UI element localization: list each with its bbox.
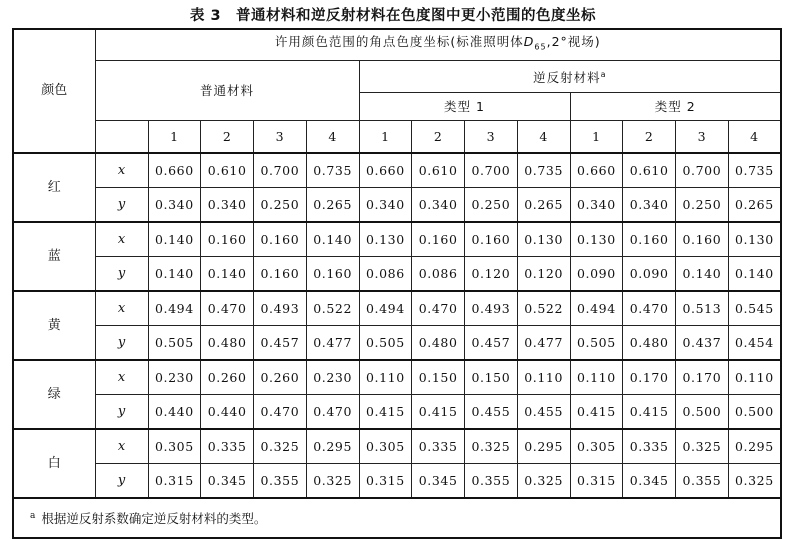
- coordinate-value: 0.522: [306, 291, 359, 326]
- coordinate-value: 0.480: [412, 326, 465, 361]
- point-header: 4: [306, 121, 359, 154]
- point-header: 2: [201, 121, 254, 154]
- coordinate-value: 0.610: [623, 153, 676, 188]
- coordinate-value: 0.315: [359, 464, 412, 499]
- table-row: [13, 360, 781, 395]
- coordinate-value: 0.470: [412, 291, 465, 326]
- coordinate-value: 0.140: [306, 222, 359, 257]
- coordinate-value: 0.470: [201, 291, 254, 326]
- coordinate-value: 0.150: [465, 360, 518, 395]
- coordinate-value: 0.700: [465, 153, 518, 188]
- coordinate-value: 0.150: [412, 360, 465, 395]
- coordinate-value: 0.457: [254, 326, 307, 361]
- point-header: 4: [728, 121, 781, 154]
- color-name: 白: [13, 429, 95, 498]
- coordinate-value: 0.250: [465, 188, 518, 223]
- coordinate-value: 0.700: [676, 153, 729, 188]
- span-header: [95, 29, 781, 61]
- coordinate-value: 0.230: [148, 360, 201, 395]
- coordinate-value: 0.250: [676, 188, 729, 223]
- coordinate-value: 0.494: [570, 291, 623, 326]
- coordinate-value: 0.660: [570, 153, 623, 188]
- coordinate-value: 0.470: [254, 395, 307, 430]
- table-row: [13, 222, 781, 257]
- coordinate-value: 0.415: [623, 395, 676, 430]
- coord-label: x: [95, 222, 148, 257]
- coordinate-value: 0.513: [676, 291, 729, 326]
- coordinate-value: 0.160: [465, 222, 518, 257]
- coordinate-value: 0.325: [517, 464, 570, 499]
- point-header: 1: [148, 121, 201, 154]
- coordinate-value: 0.545: [728, 291, 781, 326]
- coord-label: x: [95, 429, 148, 464]
- table-title: 表 3 普通材料和逆反射材料在色度图中更小范围的色度坐标: [189, 8, 597, 24]
- coord-label: x: [95, 153, 148, 188]
- coordinate-value: 0.455: [517, 395, 570, 430]
- coordinate-value: 0.440: [201, 395, 254, 430]
- point-header: 3: [254, 121, 307, 154]
- coordinate-value: 0.355: [676, 464, 729, 499]
- retro-material-header: [359, 61, 781, 93]
- type1-header: 类型 1: [359, 93, 570, 121]
- coordinate-value: 0.325: [306, 464, 359, 499]
- table-row: [13, 291, 781, 326]
- coordinate-value: 0.170: [676, 360, 729, 395]
- coordinate-value: 0.325: [465, 429, 518, 464]
- coordinate-value: 0.340: [623, 188, 676, 223]
- point-header: 3: [465, 121, 518, 154]
- chromaticity-table: [12, 28, 782, 539]
- coordinate-value: 0.230: [306, 360, 359, 395]
- coordinate-value: 0.480: [201, 326, 254, 361]
- coordinate-value: 0.505: [570, 326, 623, 361]
- coordinate-value: 0.440: [148, 395, 201, 430]
- coordinate-value: 0.505: [148, 326, 201, 361]
- coordinate-value: 0.305: [570, 429, 623, 464]
- coordinate-value: 0.700: [254, 153, 307, 188]
- coordinate-value: 0.160: [254, 222, 307, 257]
- coordinate-value: 0.305: [359, 429, 412, 464]
- coordinate-value: 0.295: [728, 429, 781, 464]
- coordinate-value: 0.493: [465, 291, 518, 326]
- footnote: [13, 498, 781, 538]
- coordinate-value: 0.470: [623, 291, 676, 326]
- coordinate-value: 0.140: [728, 257, 781, 292]
- coordinate-value: 0.120: [517, 257, 570, 292]
- coordinate-value: 0.500: [676, 395, 729, 430]
- footnote-text: 根据逆反射系数确定逆反射材料的类型。: [41, 511, 267, 527]
- coordinate-value: 0.340: [148, 188, 201, 223]
- color-name: 红: [13, 153, 95, 222]
- coordinate-value: 0.090: [570, 257, 623, 292]
- color-column-header: 颜色: [13, 29, 95, 153]
- coordinate-value: 0.086: [412, 257, 465, 292]
- coord-label-header-blank: [95, 121, 148, 154]
- point-header: 4: [517, 121, 570, 154]
- coordinate-value: 0.660: [359, 153, 412, 188]
- coordinate-value: 0.265: [728, 188, 781, 223]
- coordinate-value: 0.086: [359, 257, 412, 292]
- coordinate-value: 0.305: [148, 429, 201, 464]
- coordinate-value: 0.415: [412, 395, 465, 430]
- coordinate-value: 0.120: [465, 257, 518, 292]
- coordinate-value: 0.250: [254, 188, 307, 223]
- coord-label: y: [95, 257, 148, 292]
- coordinate-value: 0.325: [728, 464, 781, 499]
- coordinate-value: 0.325: [676, 429, 729, 464]
- coordinate-value: 0.610: [412, 153, 465, 188]
- table-row: [13, 153, 781, 188]
- coordinate-value: 0.457: [465, 326, 518, 361]
- coordinate-value: 0.160: [412, 222, 465, 257]
- coordinate-value: 0.265: [517, 188, 570, 223]
- coordinate-value: 0.140: [148, 222, 201, 257]
- coordinate-value: 0.335: [201, 429, 254, 464]
- table-row: [13, 464, 781, 499]
- coordinate-value: 0.415: [570, 395, 623, 430]
- coordinate-value: 0.160: [306, 257, 359, 292]
- coordinate-value: 0.160: [676, 222, 729, 257]
- coordinate-value: 0.355: [254, 464, 307, 499]
- coordinate-value: 0.110: [517, 360, 570, 395]
- coordinate-value: 0.140: [676, 257, 729, 292]
- coordinate-value: 0.493: [254, 291, 307, 326]
- coordinate-value: 0.340: [412, 188, 465, 223]
- coord-label: y: [95, 188, 148, 223]
- point-header: 3: [676, 121, 729, 154]
- coordinate-value: 0.140: [148, 257, 201, 292]
- coordinate-value: 0.355: [465, 464, 518, 499]
- coordinate-value: 0.437: [676, 326, 729, 361]
- coordinate-value: 0.470: [306, 395, 359, 430]
- ordinary-material-header: 普通材料: [95, 61, 359, 121]
- coordinate-value: 0.610: [201, 153, 254, 188]
- coordinate-value: 0.160: [623, 222, 676, 257]
- coordinate-value: 0.170: [623, 360, 676, 395]
- coordinate-value: 0.295: [517, 429, 570, 464]
- coordinate-value: 0.340: [359, 188, 412, 223]
- coord-label: x: [95, 291, 148, 326]
- point-header: 1: [570, 121, 623, 154]
- illuminant-letter: D: [523, 34, 535, 50]
- point-header: 1: [359, 121, 412, 154]
- point-header: 2: [623, 121, 676, 154]
- coordinate-value: 0.340: [201, 188, 254, 223]
- coordinate-value: 0.335: [412, 429, 465, 464]
- coordinate-value: 0.260: [201, 360, 254, 395]
- coord-label: y: [95, 395, 148, 430]
- coordinate-value: 0.110: [728, 360, 781, 395]
- coordinate-value: 0.480: [623, 326, 676, 361]
- coordinate-value: 0.735: [306, 153, 359, 188]
- table-row: [13, 188, 781, 223]
- coordinate-value: 0.455: [465, 395, 518, 430]
- coord-label: y: [95, 326, 148, 361]
- table-row: [13, 326, 781, 361]
- coordinate-value: 0.130: [359, 222, 412, 257]
- coordinate-value: 0.160: [201, 222, 254, 257]
- coordinate-value: 0.160: [254, 257, 307, 292]
- coordinate-value: 0.340: [570, 188, 623, 223]
- coordinate-value: 0.130: [570, 222, 623, 257]
- coordinate-value: 0.325: [254, 429, 307, 464]
- coordinate-value: 0.494: [359, 291, 412, 326]
- coordinate-value: 0.110: [359, 360, 412, 395]
- coordinate-value: 0.660: [148, 153, 201, 188]
- color-name: 绿: [13, 360, 95, 429]
- coordinate-value: 0.130: [728, 222, 781, 257]
- coordinate-value: 0.522: [517, 291, 570, 326]
- color-name: 蓝: [13, 222, 95, 291]
- span-header-prefix: 许用颜色范围的角点色度坐标(标准照明体: [274, 34, 524, 50]
- illuminant-subscript: 65: [534, 42, 547, 52]
- coordinate-value: 0.090: [623, 257, 676, 292]
- coordinate-value: 0.345: [412, 464, 465, 499]
- coordinate-value: 0.345: [623, 464, 676, 499]
- coordinate-value: 0.295: [306, 429, 359, 464]
- coordinate-value: 0.735: [728, 153, 781, 188]
- coord-label: y: [95, 464, 148, 499]
- coordinate-value: 0.477: [517, 326, 570, 361]
- coordinate-value: 0.477: [306, 326, 359, 361]
- retro-note-mark: a: [600, 69, 607, 79]
- coordinate-value: 0.315: [148, 464, 201, 499]
- coordinate-value: 0.454: [728, 326, 781, 361]
- retro-material-label: 逆反射材料: [533, 70, 601, 86]
- coordinate-value: 0.505: [359, 326, 412, 361]
- table-row: [13, 429, 781, 464]
- coordinate-value: 0.345: [201, 464, 254, 499]
- span-header-suffix: ,2°视场): [546, 34, 601, 50]
- coordinate-value: 0.265: [306, 188, 359, 223]
- coordinate-value: 0.130: [517, 222, 570, 257]
- coordinate-value: 0.110: [570, 360, 623, 395]
- coordinate-value: 0.315: [570, 464, 623, 499]
- table-row: [13, 257, 781, 292]
- coordinate-value: 0.500: [728, 395, 781, 430]
- color-name: 黄: [13, 291, 95, 360]
- coord-label: x: [95, 360, 148, 395]
- coordinate-value: 0.735: [517, 153, 570, 188]
- table-row: [13, 395, 781, 430]
- point-header: 2: [412, 121, 465, 154]
- coordinate-value: 0.415: [359, 395, 412, 430]
- type2-header: 类型 2: [570, 93, 781, 121]
- footnote-mark: a: [30, 511, 36, 522]
- coordinate-value: 0.140: [201, 257, 254, 292]
- coordinate-value: 0.494: [148, 291, 201, 326]
- coordinate-value: 0.335: [623, 429, 676, 464]
- coordinate-value: 0.260: [254, 360, 307, 395]
